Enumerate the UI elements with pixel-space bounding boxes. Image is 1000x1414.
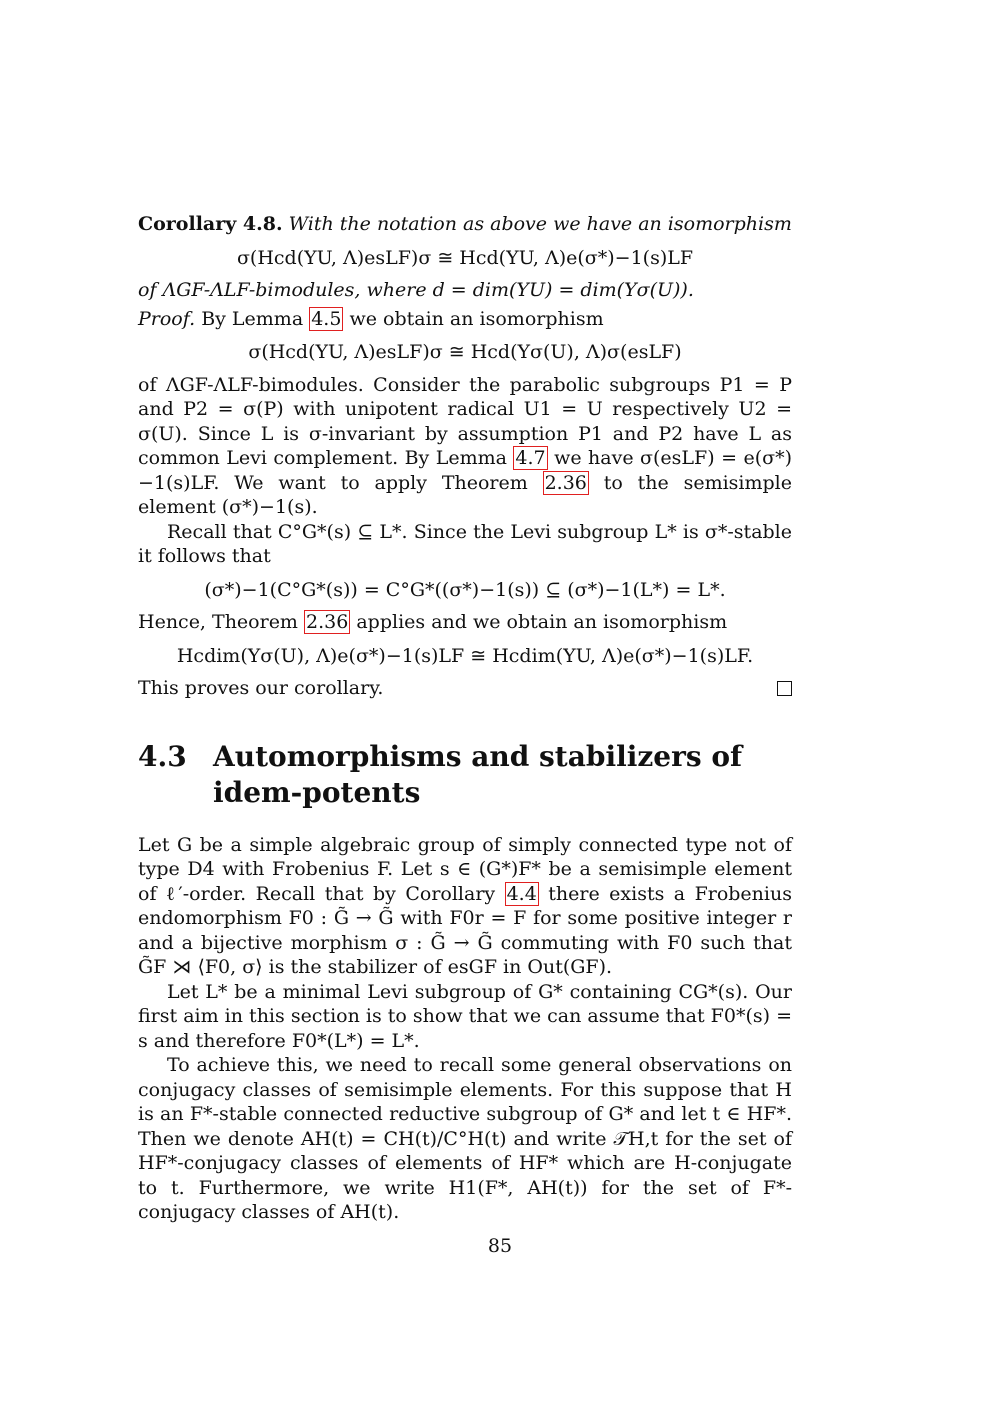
proof-paragraph-1 [138,373,792,520]
section-heading [138,739,792,811]
corollary-statement [138,212,792,237]
ref-lemma-4-7[interactable]: 4.7 [515,447,546,469]
proof-equation-2: (σ*)−1(C°G*(s)) = C°G*((σ*)−1(s)) ⊆ (σ*)−1(L*) = L*. [204,578,726,601]
ref-theorem-2-36-b[interactable]: 2.36 [306,611,349,633]
section-title: Automorphisms and stabilizers of idem-potents [213,739,743,809]
ref-lemma-4-5[interactable]: 4.5 [311,307,342,330]
proof-line1-post: we obtain an isomorphism [349,307,604,330]
qed-box-icon [777,681,792,696]
proof-line [138,307,792,332]
ref-corollary-4-4[interactable]: 4.4 [506,882,537,905]
body-paragraph-1 [138,833,792,980]
proof-label: Proof. [138,307,196,330]
body-paragraph-3: To achieve this, we need to recall some general observations on conjugacy classes of semisimple elements. For this suppose that H is an F*-stable connected reductive subgroup of G* and let t ∈ HF*. Then we denote AH(t) = CH(t)/C°H(t) and write 𝒯H,t for the set of HF*-conjugacy classes of elements of HF* which are H-conjugate to t. Furthermore, we write H1(F*, AH(t)) for the set of F*-conjugacy classes of AH(t). [138,1054,792,1223]
proof-paragraph-3 [138,610,792,635]
page-body [138,212,792,1225]
body-p1-b: there exists a Frobenius endomorphism F0 : G̃ → G̃ with F0r = F for some positive integer r and a bijective morphism σ : G̃ → G̃ commuting with F0 such that G̃F ⋊ ⟨F0, σ⟩ is the stabilizer of esGF in Out(GF). [138,882,792,978]
proof-paragraph-2: Recall that C°G*(s) ⊆ L*. Since the Levi subgroup L* is σ*-stable it follows that [138,520,792,567]
proof-para1-b: we have σ(esLF) = e(σ*)−1(s)LF. We want to apply Theorem [138,447,792,494]
corollary-tail: of ΛGF-ΛLF-bimodules, where d = dim(YU) = dim(Yσ(U)). [138,279,694,301]
proof-end-text: This proves our corollary. [138,677,384,699]
page-number: 85 [487,1235,513,1257]
proof-line1-pre: By Lemma [201,307,304,330]
proof-para1-c: to the semisimple element (σ*)−1(s). [138,471,792,518]
proof-equation-1: σ(Hcd(YU, Λ)esLF)σ ≅ Hcd(Yσ(U), Λ)σ(esLF) [248,341,682,363]
ref-theorem-2-36[interactable]: 2.36 [544,471,587,494]
proof-para3-post: applies and we obtain an isomorphism [356,611,728,633]
proof-end [138,676,792,701]
corollary-label: Corollary 4.8. [138,213,283,235]
proof-para1-a: of ΛGF-ΛLF-bimodules. Consider the parabolic subgroups P1 = P and P2 = σ(P) with unipotent radical U1 = U respectively U2 = σ(U). Since L is σ-invariant by assumption P1 and P2 have L as common Levi complement. By Lemma [138,373,792,469]
corollary-equation: σ(Hcd(YU, Λ)esLF)σ ≅ Hcd(YU, Λ)e(σ*)−1(s)LF [236,246,694,269]
proof-para3-pre: Hence, Theorem [138,611,298,633]
body-paragraph-2: Let L* be a minimal Levi subgroup of G* containing CG*(s). Our first aim in this section is to show that we can assume that F0*(s) = s and therefore F0*(L*) = L*. [138,980,792,1052]
proof-equation-3: Hcdim(Yσ(U), Λ)e(σ*)−1(s)LF ≅ Hcdim(YU, Λ)e(σ*)−1(s)LF. [176,644,754,667]
section-number: 4.3 [138,739,187,773]
corollary-text: With the notation as above we have an isomorphism [288,213,792,235]
body-p1-a: Let G be a simple algebraic group of simply connected type not of type D4 with Frobenius F. Let s ∈ (G*)F* be a semisimple element of ℓ′-order. Recall that by Corollary [138,833,792,905]
